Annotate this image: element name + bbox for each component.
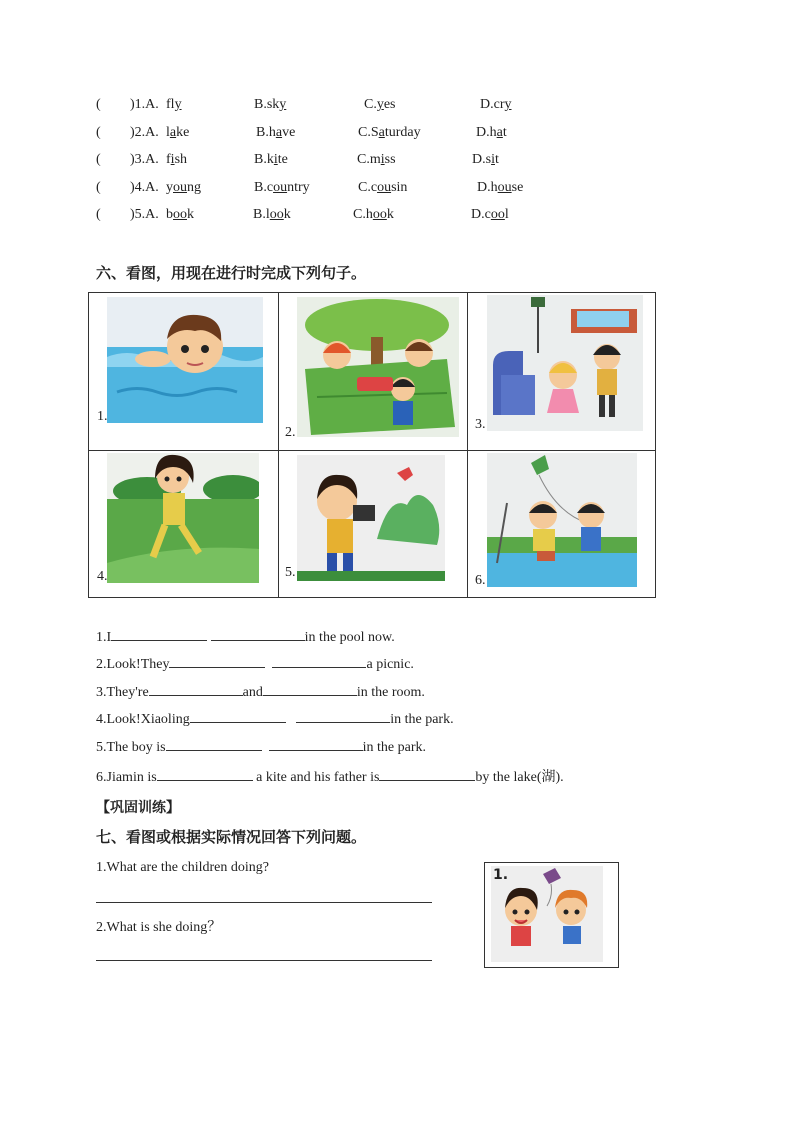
swimming-boy-picture (107, 297, 263, 423)
answer-blank[interactable] (296, 710, 390, 723)
option-a: book (166, 207, 194, 222)
answer-paren[interactable]: ( (96, 97, 101, 112)
option-b: B.country (254, 180, 310, 195)
picture-label: 3. (475, 417, 486, 432)
picture-label: 1. (493, 867, 509, 883)
picture-label: 5. (285, 565, 296, 580)
answer-line[interactable] (96, 960, 432, 961)
question-1: 1.What are the children doing? (96, 860, 269, 875)
sentence-5: 5.The boy is in the park. (96, 740, 426, 755)
option-a: lake (166, 125, 190, 140)
sentence-3: 3.They're and in the room. (96, 685, 425, 700)
answer-paren[interactable]: ( (96, 180, 101, 195)
option-b: B.sky (254, 97, 287, 112)
picture-label: 4. (97, 569, 108, 584)
option-a: fly (166, 97, 182, 112)
sentence-2: 2.Look!They a picnic. (96, 657, 414, 672)
answer-paren[interactable]: ( (96, 125, 101, 140)
option-d: D.house (477, 180, 524, 195)
option-b: B.look (253, 207, 291, 222)
answer-blank[interactable] (263, 683, 357, 696)
section-7-picture-frame (484, 862, 619, 968)
answer-paren[interactable]: ( (96, 152, 101, 167)
answer-blank[interactable] (111, 628, 207, 641)
picture-label: 6. (475, 573, 486, 588)
option-c: C.miss (357, 152, 396, 167)
option-d: D.cool (471, 207, 509, 222)
section-6-title: 六、看图，用现在进行时完成下列句子。 (96, 264, 367, 282)
answer-blank[interactable] (272, 655, 366, 668)
option-a: young (166, 180, 201, 195)
picnic-picture (297, 297, 459, 437)
section-7-title: 七、看图或根据实际情况回答下列问题。 (96, 828, 367, 846)
answer-blank[interactable] (166, 738, 262, 751)
room-picture (487, 295, 643, 431)
answer-blank[interactable] (149, 683, 243, 696)
option-d: D.sit (472, 152, 499, 167)
option-c: C.Saturday (358, 125, 421, 140)
picture-label: 1. (97, 409, 108, 424)
answer-blank[interactable] (190, 710, 286, 723)
photo-boy-picture (297, 455, 445, 581)
option-c: C.hook (353, 207, 394, 222)
answer-paren[interactable]: ( (96, 207, 101, 222)
option-b: B.kite (254, 152, 288, 167)
option-b: B.have (256, 125, 296, 140)
option-d: D.cry (480, 97, 512, 112)
section-label: 【巩固训练】 (96, 800, 180, 816)
picture-label: 2. (285, 425, 296, 440)
answer-blank[interactable] (169, 655, 265, 668)
answer-blank[interactable] (269, 738, 363, 751)
sentence-6: 6.Jiamin is a kite and his father is by the lake(湖). (96, 770, 564, 785)
option-d: D.hat (476, 125, 507, 140)
answer-blank[interactable] (379, 768, 475, 781)
walking-girl-picture (107, 453, 259, 583)
answer-line[interactable] (96, 902, 432, 903)
question-2: 2.What is she doing？ (96, 920, 222, 935)
sentence-1: 1.I in the pool now. (96, 630, 395, 645)
answer-blank[interactable] (157, 768, 253, 781)
option-c: C.cousin (358, 180, 408, 195)
option-a: fish (166, 152, 188, 167)
option-c: C.yes (364, 97, 396, 112)
picture-table (88, 292, 656, 598)
answer-blank[interactable] (211, 628, 305, 641)
sentence-4: 4.Look!Xiaoling in the park. (96, 712, 454, 727)
kite-fishing-picture (487, 453, 637, 587)
